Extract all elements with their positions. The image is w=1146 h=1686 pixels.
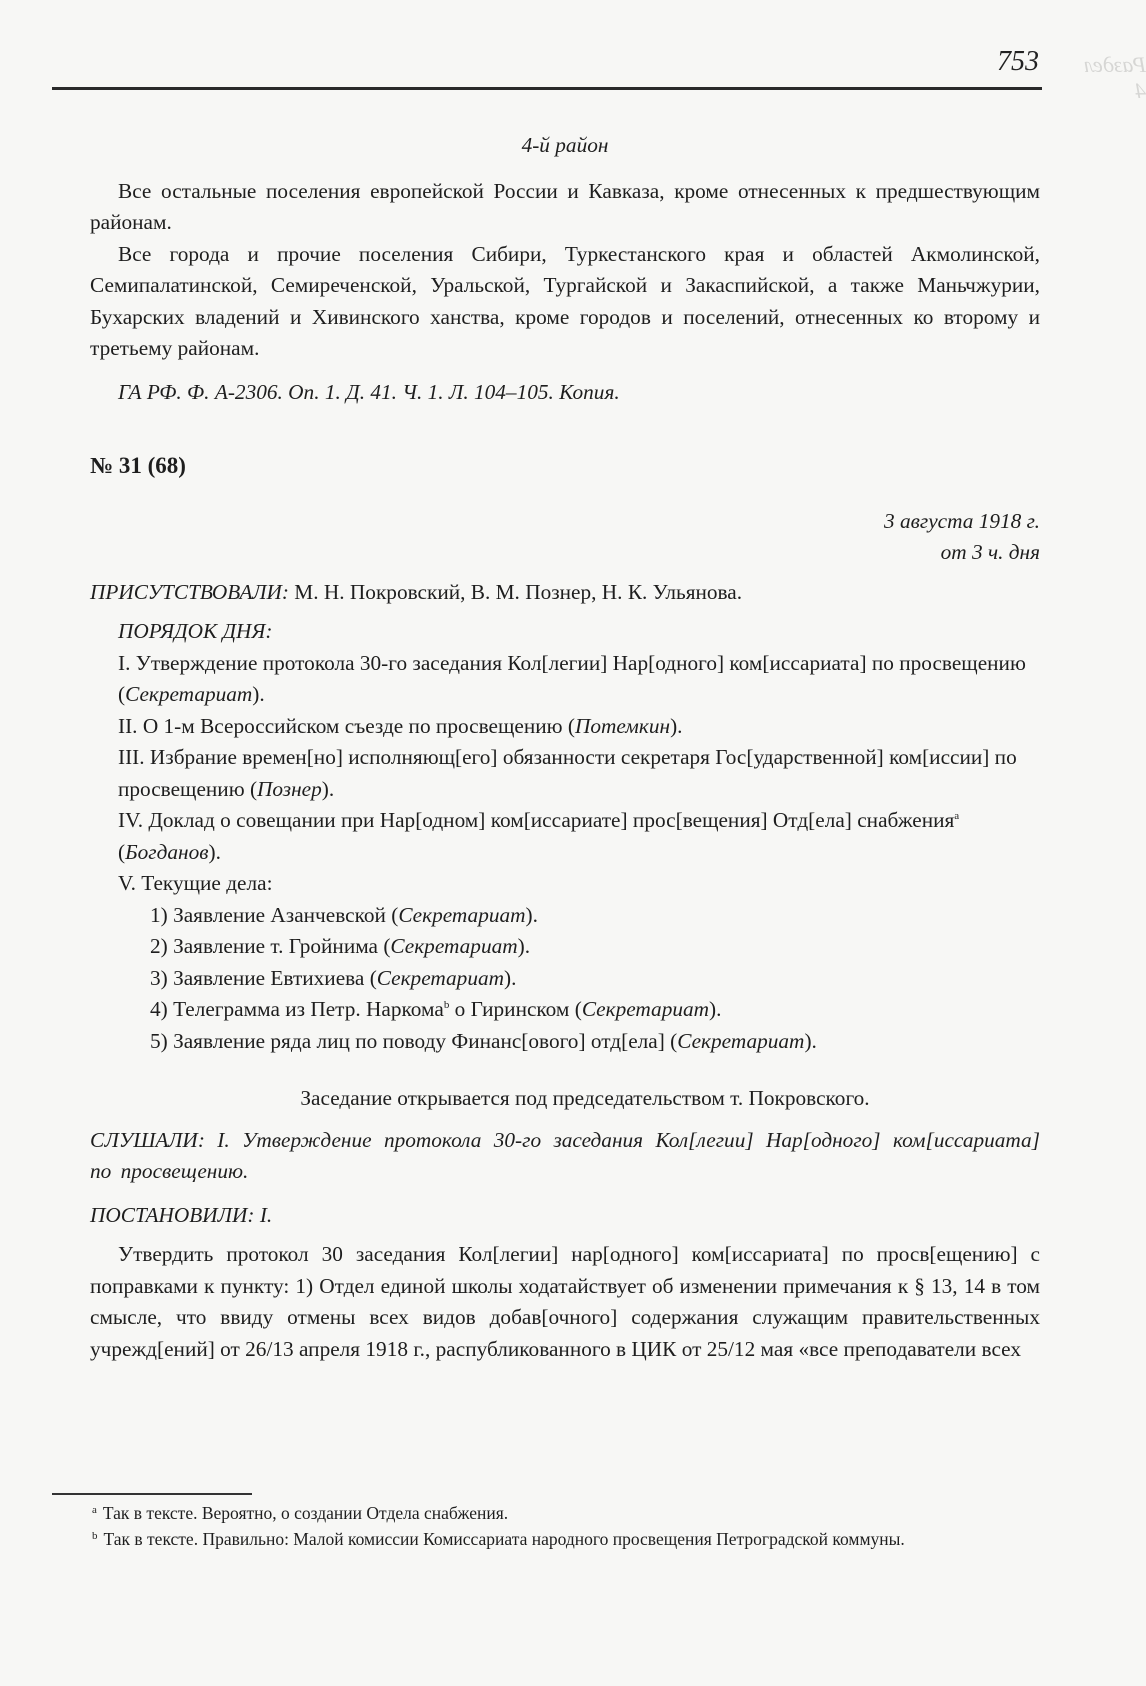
agenda-speaker: Потемкин <box>574 713 671 738</box>
date-block <box>90 506 1040 569</box>
agenda-item: III. Избрание времен[но] исполняющ[его] обязанности секретаря Гос[ударственной] ком[иссии] по просвещению (Познер). <box>118 745 1017 801</box>
agenda-speaker: Секретариат <box>390 934 518 958</box>
agenda-speaker: Секретариат <box>125 682 253 706</box>
agenda-item: IV. Доклад о совещании при Нар[одном] ком[иссариате] прос[вещения] Отд[ела] снабжения$^a$ (Богданов). <box>118 808 960 864</box>
meeting-opening: Заседание открывается под председательством т. Покровского. <box>300 1086 870 1110</box>
attendees <box>90 577 1040 609</box>
document-number: № 31 (68) <box>90 453 186 478</box>
page-number: 753 <box>997 46 1039 77</box>
current-affairs-item: 3) Заявление Евтихиева (Секретариат). <box>150 965 517 990</box>
decision-text: Утвердить протокол 30 заседания Кол[легии] нар[одного] ком[иссариата] по просв[ещению] с поправками к пункту: 1) Отдел единой школы ходатайствует об изменении примечания к § 13, 14 в том смысле, что ввиду отмены всех видов добав[очного] содержания служащим правительственных учрежд[ений] от 26/13 апреля 1918 г., распубликованного в ЦИК от 25/12 мая «все преподаватели всех <box>90 1242 1040 1361</box>
agenda-speaker: Познер <box>257 776 322 801</box>
document-date: 3 августа 1918 г. <box>884 508 1040 533</box>
document-time: от 3 ч. дня <box>940 540 1040 564</box>
footnote-mark: b <box>92 1530 98 1542</box>
agenda-speaker: Секретариат <box>581 997 710 1021</box>
current-affairs-item: 2) Заявление т. Гройнима (Секретариат). <box>150 934 531 958</box>
paragraph: Все города и прочие поселения Сибири, Туркестанского края и областей Акмолинской, Семипалатинской, Семиреченской, Уральской, Тургайской и Закаспийской, а также Маньчжурии, Бухарских владений и Хивинского ханства, кроме городов и поселений, отнесенных ко второму и третьему районам. <box>90 241 1040 360</box>
current-affairs-label: V. Текущие дела: <box>118 871 273 895</box>
show-through-running-head: Раздел 4 <box>1083 52 1146 103</box>
agenda-title: ПОРЯДОК ДНЯ: <box>118 619 273 643</box>
agenda-speaker: Богданов <box>125 839 209 864</box>
current-affairs-item: 4) Телеграмма из Петр. Наркома$^b$ о Гиринском (Секретариат). <box>150 997 722 1021</box>
agenda-speaker: Секретариат <box>677 1028 805 1053</box>
footnote: $^b$ Так в тексте. Правильно: Малой комиссии Комиссариата народного просвещения Петроградской коммуны. <box>92 1529 905 1549</box>
footnote-marker[interactable]: b <box>443 999 450 1011</box>
archive-reference: ГА РФ. Ф. А-2306. Оп. 1. Д. 41. Ч. 1. Л. 104–105. Копия. <box>118 379 620 404</box>
attendees-label: ПРИСУТСТВОВАЛИ: <box>90 579 289 604</box>
footnote-marker[interactable]: a <box>954 810 960 822</box>
agenda-speaker: Секретариат <box>398 902 526 927</box>
decided-label: ПОСТАНОВИЛИ: I. <box>90 1202 273 1227</box>
page-body <box>90 130 1040 1365</box>
section-title: 4-й район <box>521 133 609 157</box>
footnotes <box>52 1500 1040 1552</box>
current-affairs-item: 5) Заявление ряда лиц по поводу Финанс[ового] отд[ела] (Секретариат). <box>150 1028 817 1053</box>
agenda-speaker: Секретариат <box>376 965 504 990</box>
paragraph: Все остальные поселения европейской России и Кавказа, кроме отнесенных к предшествующим районам. <box>90 178 1040 234</box>
attendees-names: М. Н. Покровский, В. М. Познер, Н. К. Ульянова. <box>288 579 743 604</box>
agenda-item: I. Утверждение протокола 30-го заседания Кол[легии] Нар[одного] ком[иссариата] по просвещению (Секретариат). <box>118 650 1026 706</box>
footnote-rule <box>52 1493 252 1495</box>
header-rule <box>52 87 1042 90</box>
footnote: $^a$ Так в тексте. Вероятно, о создании Отдела снабжения. <box>92 1503 509 1523</box>
agenda-item: II. О 1-м Всероссийском съезде по просвещению (Потемкин). <box>118 713 683 738</box>
heard-item: СЛУШАЛИ: I. Утверждение протокола 30-го заседания Кол[легии] Нар[одного] ком[иссариата] по просвещению. <box>90 1127 1040 1183</box>
footnote-mark: a <box>92 1504 97 1516</box>
current-affairs-item: 1) Заявление Азанчевской (Секретариат). <box>150 902 538 927</box>
